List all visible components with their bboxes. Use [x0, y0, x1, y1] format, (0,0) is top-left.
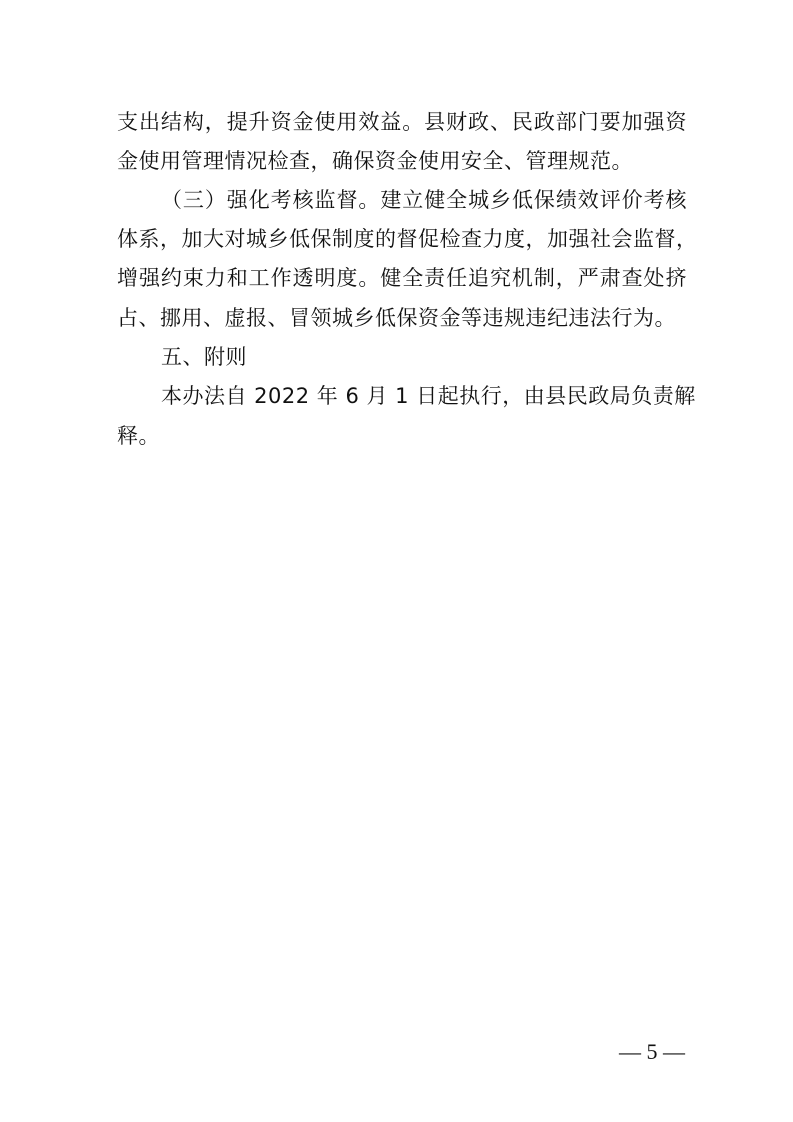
- section-heading-line: （三）强化考核监督。建立健全城乡低保绩效评价考核: [161, 188, 687, 212]
- body-line-5: 增强约束力和工作透明度。健全责任追究机制，严肃查处挤: [117, 266, 687, 290]
- body-line-1: 支出结构，提升资金使用效益。县财政、民政部门要加强资: [117, 110, 687, 134]
- body-line-9: 释。: [117, 424, 160, 448]
- page-number: — 5 —: [619, 1039, 685, 1064]
- body-line-2: 金使用管理情况检查，确保资金使用安全、管理规范。: [117, 149, 633, 173]
- body-line-6: 占、挪用、虚报、冒领城乡低保资金等违规违纪违法行为。: [117, 306, 676, 330]
- appendix-heading: 五、附则: [161, 345, 247, 369]
- effective-date-line: 本办法自 2022 年 6 月 1 日起执行，由县民政局负责解: [161, 384, 696, 408]
- body-line-4: 体系，加大对城乡低保制度的督促检查力度，加强社会监督，: [117, 227, 698, 251]
